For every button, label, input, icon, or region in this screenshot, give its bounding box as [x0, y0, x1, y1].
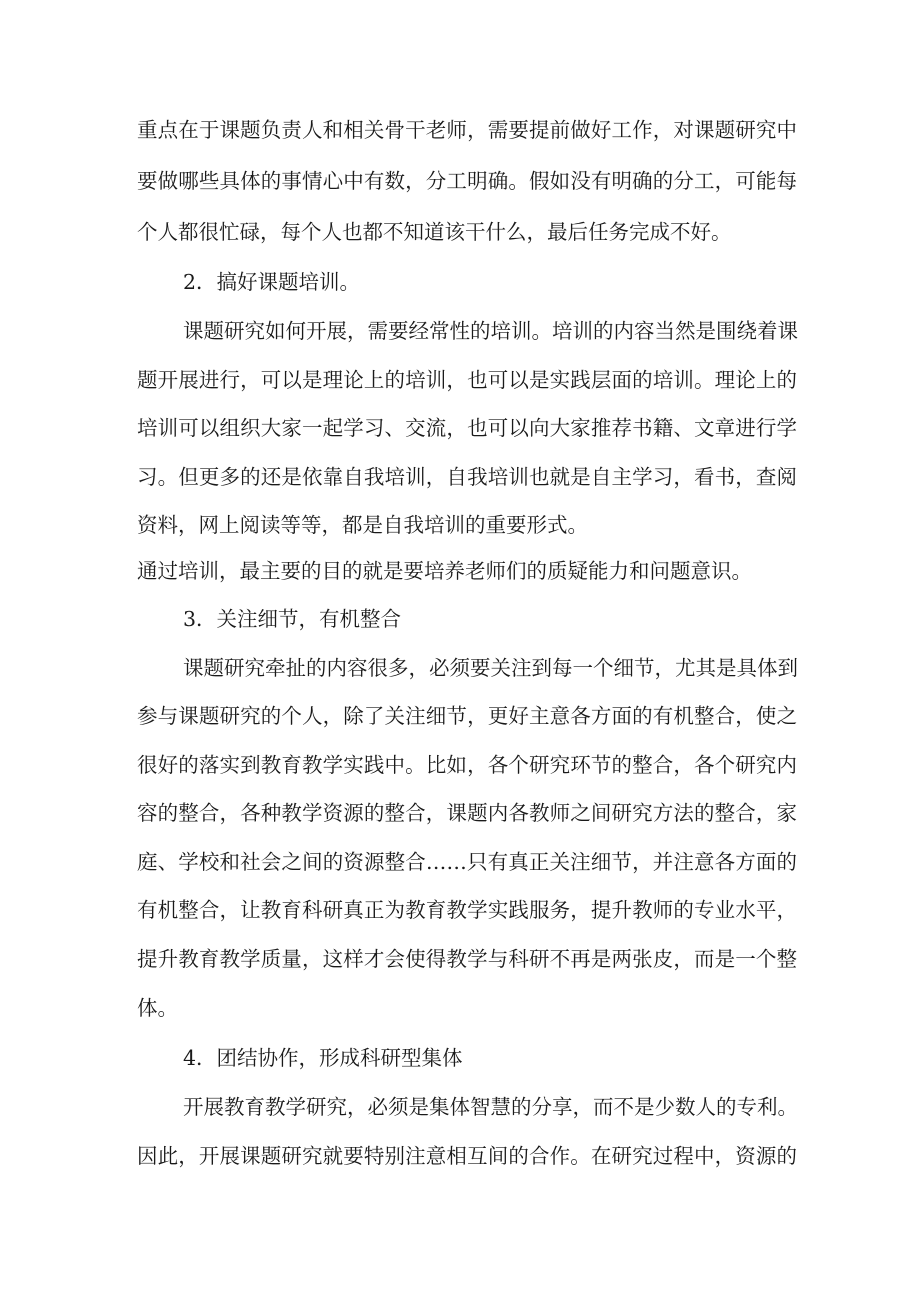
paragraph-line: 重点在于课题负责人和相关骨干老师，需要提前做好工作，对课题研究中 — [137, 118, 797, 142]
paragraph-line: 课题研究牵扯的内容很多，必须要关注到每一个细节，尤其是具体到 — [183, 656, 798, 680]
paragraph-line: 庭、学校和社会之间的资源整合……只有真正关注细节，并注意各方面的 — [137, 850, 797, 874]
paragraph-line: 因此，开展课题研究就要特别注意相互间的合作。在研究过程中，资源的 — [137, 1144, 797, 1168]
paragraph-line: 题开展进行，可以是理论上的培训，也可以是实践层面的培训。理论上的 — [137, 368, 797, 392]
paragraph-line: 很好的落实到教育教学实践中。比如，各个研究环节的整合，各个研究内 — [137, 753, 797, 777]
paragraph-line: 个人都很忙碌，每个人也都不知道该干什么，最后任务完成不好。 — [137, 220, 732, 244]
paragraph-line: 课题研究如何开展，需要经常性的培训。培训的内容当然是围绕着课 — [183, 319, 798, 343]
paragraph-line: 培训可以组织大家一起学习、交流，也可以向大家推荐书籍、文章进行学 — [137, 416, 797, 440]
paragraph-line: 要做哪些具体的事情心中有数，分工明确。假如没有明确的分工，可能每 — [137, 169, 797, 193]
paragraph-line: 资料，网上阅读等等，都是自我培训的重要形式。 — [137, 513, 588, 537]
section-heading: 4．团结协作，形成科研型集体 — [183, 1046, 463, 1070]
paragraph-line: 容的整合，各种教学资源的整合，课题内各教师之间研究方法的整合，家 — [137, 801, 797, 825]
paragraph-line: 习。但更多的还是依靠自我培训，自我培训也就是自主学习，看书，查阅 — [137, 465, 797, 489]
paragraph-line: 通过培训，最主要的目的就是要培养老师们的质疑能力和问题意识。 — [137, 559, 752, 583]
paragraph-line: 开展教育教学研究，必须是集体智慧的分享，而不是少数人的专利。 — [183, 1095, 798, 1119]
section-heading: 3．关注细节，有机整合 — [183, 607, 402, 631]
paragraph-line: 有机整合，让教育科研真正为教育教学实践服务，提升教师的专业水平， — [137, 898, 797, 922]
section-heading: 2．搞好课题培训。 — [183, 270, 361, 294]
paragraph-line: 参与课题研究的个人，除了关注细节，更好主意各方面的有机整合，使之 — [137, 704, 797, 728]
paragraph-line: 提升教育教学质量，这样才会使得教学与科研不再是两张皮，而是一个整 — [137, 947, 797, 971]
paragraph-line: 体。 — [137, 996, 178, 1020]
